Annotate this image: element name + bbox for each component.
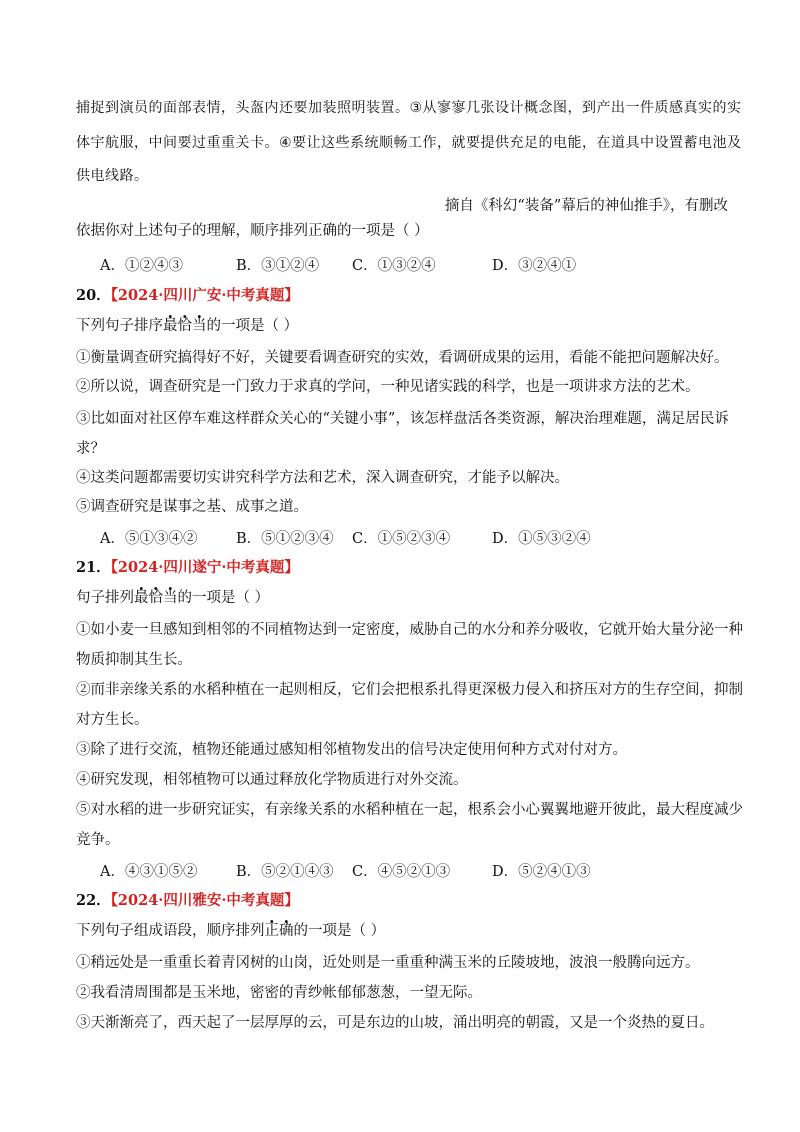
sentence-1: ①稍远处是一重重长着青冈树的山岗，近处则是一重重种满玉米的丘陵坡地，波浪一般腾向远方。 [76, 955, 700, 971]
option-d[interactable]: D．⑤②④①③ [492, 864, 591, 880]
option-c[interactable]: C．④⑤②①③ [352, 864, 451, 880]
sentence-3: ③比如面对社区停车难这样群众关心的“关键小事”，该怎样盘活各类资源，解决治理难题，满足居民诉 [76, 411, 729, 427]
sentence-5: ⑤对水稻的进一步研究证实，有亲缘关系的水稻种植在一起，根系会小心翼翼地避开彼此，最大程度减少 [76, 802, 743, 818]
sentence-4: ④研究发现，相邻植物可以通过释放化学物质进行对外交流。 [76, 772, 468, 788]
sentence-1: ①如小麦一旦感知到相邻的不同植物达到一定密度，威胁自己的水分和养分吸收，它就开始大量分泌一种 [76, 622, 743, 638]
emphasis-char: 恰 [148, 590, 163, 606]
option-a[interactable]: A．⑤①③④② [100, 531, 198, 547]
passage-line-3: 供电线路。 [76, 168, 149, 184]
sentence-5-cont: 竞争。 [76, 832, 120, 848]
stem-text: 句子排列 [76, 590, 134, 606]
option-a[interactable]: A．①②④③ [100, 258, 183, 274]
question-22-header [76, 889, 299, 910]
emphasis-char: 当 [163, 590, 178, 606]
question-number: 20． [76, 287, 111, 304]
stem-text: 的一项是（ ） [293, 923, 386, 939]
option-b[interactable]: B．⑤②①④③ [236, 864, 334, 880]
question-number: 21． [76, 559, 111, 576]
stem-text: 下列句子组成语段，顺序排列 [76, 923, 265, 939]
emphasis-char: 最 [163, 318, 178, 334]
sentence-3-cont: 求？ [76, 441, 105, 457]
emphasis-char: 正 [264, 923, 279, 939]
question-tag: 【2024·四川遂宁·中考真题】 [110, 559, 299, 576]
stem-text: 的一项是（ ） [177, 590, 270, 606]
option-a[interactable]: A．④③①⑤② [100, 864, 198, 880]
sentence-5: ⑤调查研究是谋事之基、成事之道。 [76, 499, 308, 515]
question-tag: 【2024·四川雅安·中考真题】 [110, 892, 299, 909]
sentence-1-cont: 物质抑制其生长。 [76, 652, 192, 668]
option-d[interactable]: D．①⑤③②④ [492, 531, 591, 547]
emphasis-char: 确 [279, 923, 294, 939]
option-b[interactable]: B．⑤①②③④ [236, 531, 334, 547]
option-c[interactable]: C．①③②④ [352, 258, 436, 274]
stem-text: 下列句子排序 [76, 318, 163, 334]
stem-text: 的一项是（ ） [206, 318, 299, 334]
source-citation: 摘自《科幻“装备”幕后的神仙推手》，有删改 [444, 198, 728, 214]
option-d[interactable]: D．③②④① [492, 258, 577, 274]
emphasis-char: 恰 [177, 318, 192, 334]
sentence-2: ②而非亲缘关系的水稻种植在一起则相反，它们会把根系扎得更深极力侵入和挤压对方的生存空间，抑制 [76, 682, 743, 698]
question-stem: 依据你对上述句子的理解，顺序排列正确的一项是（ ） [76, 223, 429, 239]
emphasis-char: 当 [192, 318, 207, 334]
question-20-stem [76, 316, 298, 336]
sentence-3: ③天渐渐亮了，西天起了一层厚厚的云，可是东边的山坡，涌出明亮的朝霞，又是一个炎热的夏日。 [76, 1015, 714, 1031]
sentence-2-cont: 对方生长。 [76, 712, 149, 728]
sentence-3: ③除了进行交流，植物还能通过感知相邻植物发出的信号决定使用何种方式对付对方。 [76, 742, 627, 758]
passage-line-1: 捕捉到演员的面部表情，头盔内还要加装照明装置。③从寥寥几张设计概念图，到产出一件质感真实的实 [76, 100, 742, 116]
question-21-stem [76, 588, 269, 608]
question-number: 22． [76, 892, 111, 909]
passage-line-2: 体宇航服，中间要过重重关卡。④要让这些系统顺畅工作，就要提供充足的电能，在道具中设置蓄电池及 [76, 135, 742, 151]
sentence-2: ②我看清周围都是玉米地，密密的青纱帐郁郁葱葱，一望无际。 [76, 985, 482, 1001]
sentence-1: ①衡量调查研究搞得好不好，关键要看调查研究的实效，看调研成果的运用，看能不能把问题解决好。 [76, 350, 729, 366]
sentence-2: ②所以说，调查研究是一门致力于求真的学问，一种见诸实践的科学，也是一项讲求方法的艺术。 [76, 379, 700, 395]
question-21-header [76, 556, 299, 577]
question-20-header [76, 284, 299, 305]
question-22-stem [76, 921, 385, 941]
option-c[interactable]: C．①⑤②③④ [352, 531, 451, 547]
emphasis-char: 最 [134, 590, 149, 606]
sentence-4: ④这类问题都需要切实讲究科学方法和艺术，深入调查研究，才能予以解决。 [76, 470, 569, 486]
question-tag: 【2024·四川广安·中考真题】 [110, 287, 299, 304]
option-b[interactable]: B．③①②④ [236, 258, 320, 274]
